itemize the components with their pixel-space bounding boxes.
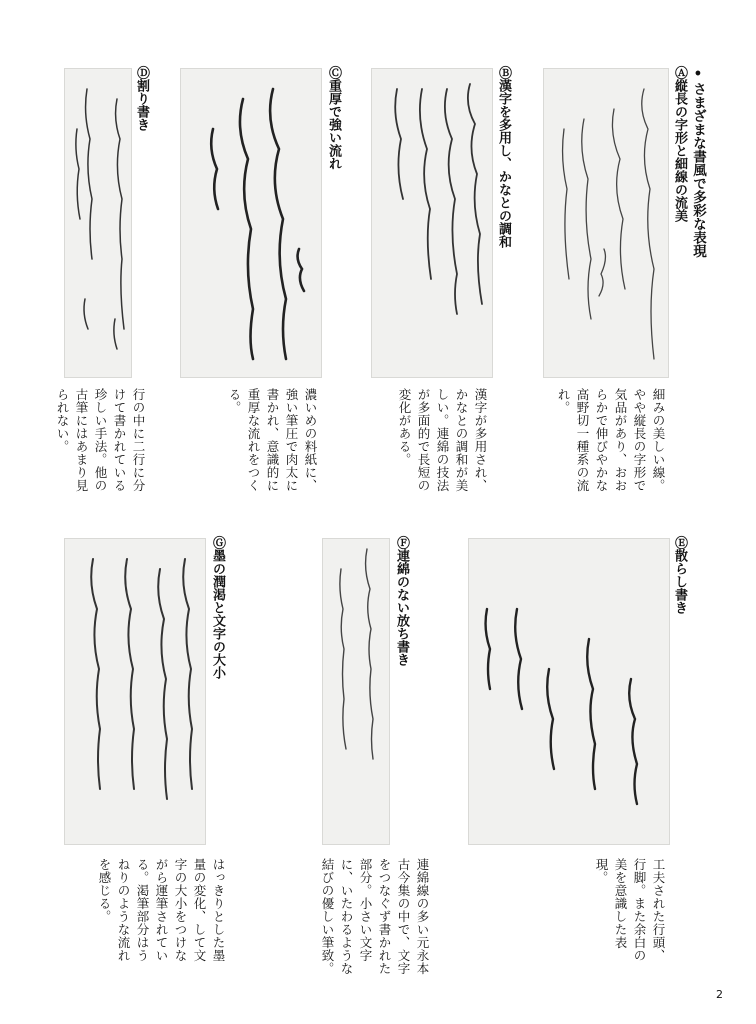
calligraphy-c-icon [181, 69, 321, 377]
desc-e: 工夫された行頭、行脚。また余白の美を意識した表現。 [594, 858, 666, 962]
calligraphy-f-icon [323, 539, 389, 844]
desc-c: 濃いめの料紙に、強い筆圧で肉太に書かれ、意識的に重厚な流れをつくる。 [227, 388, 318, 492]
label-e: Ⓔ散らし書き [672, 536, 687, 614]
label-b: Ⓑ漢字を多用し、かなとの調和 [496, 66, 511, 248]
label-f: Ⓕ連綿のない放ち書き [394, 536, 409, 666]
label-d: Ⓓ割り書き [134, 66, 149, 131]
header-bullet: • [690, 66, 706, 82]
page-header [690, 66, 706, 258]
calligraphy-a-icon [544, 69, 668, 377]
calligraphy-d-icon [65, 69, 131, 377]
sample-image-b [371, 68, 493, 378]
desc-g: はっきりとした墨量の変化、して文字の大小をつけながら運筆されている。渇筆部分はうねりのような流れを感じる。 [97, 858, 226, 962]
desc-f: 連綿線の多い元永本古今集の中で、文字をつなぐず書かれた部分。小さい文字に、いたわるような結びの優しい筆致。 [320, 858, 430, 975]
sample-image-e [468, 538, 670, 845]
sample-image-a [543, 68, 669, 378]
calligraphy-g-icon [65, 539, 205, 844]
label-a: Ⓐ縦長の字形と細線の流美 [672, 66, 687, 222]
calligraphy-e-icon [469, 539, 669, 844]
sample-image-c [180, 68, 322, 378]
calligraphy-b-icon [372, 69, 492, 377]
header-title: さまざまな書風で多彩な表現 [690, 82, 706, 258]
sample-image-d [64, 68, 132, 378]
desc-b: 漢字が多用され、かなとの調和が美しい。連綿の技法が多面的で長短の変化がある。 [397, 388, 488, 492]
desc-d: 行の中に二行に分けて書かれている珍しい手法。他の古筆にはあまり見られない。 [55, 388, 146, 492]
label-c: Ⓒ重厚で強い流れ [326, 66, 341, 170]
sample-image-f [322, 538, 390, 845]
page-number: 2 [716, 988, 723, 1001]
label-g: Ⓖ墨の潤渇と文字の大小 [210, 536, 225, 679]
desc-a: 細みの美しい線。やや縦長の字形で気品があり、おおらかで伸びやかな高野切一種系の流れ。 [556, 388, 666, 492]
sample-image-g [64, 538, 206, 845]
